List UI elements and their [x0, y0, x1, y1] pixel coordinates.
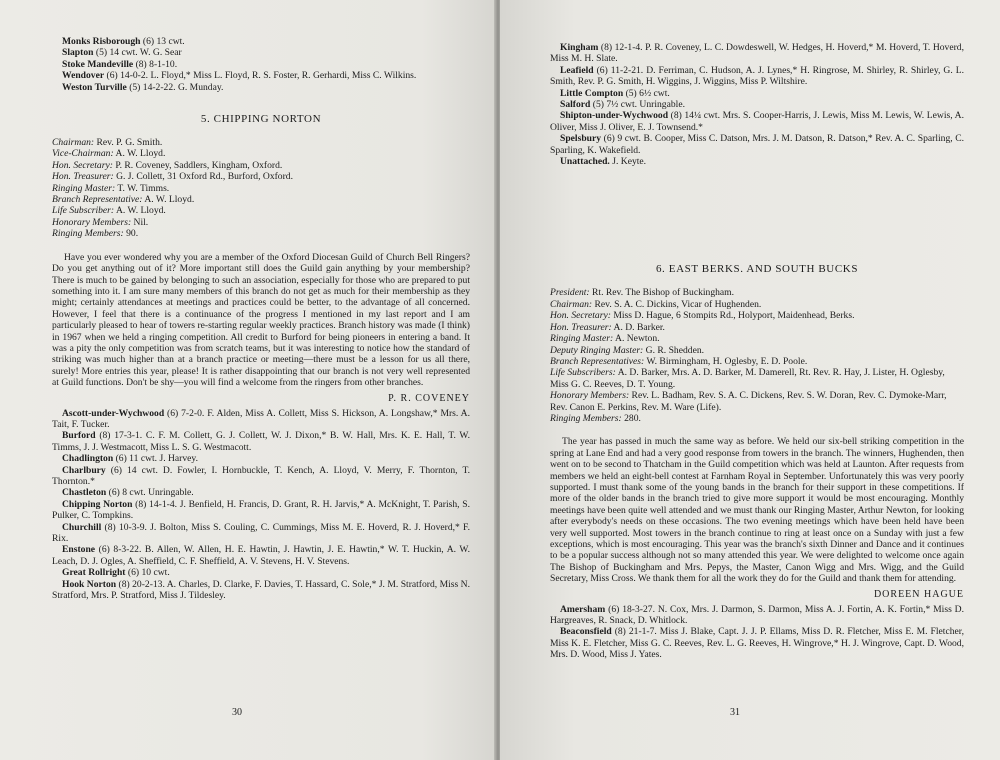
tower-list — [52, 408, 470, 602]
tower-entry: Wendover (6) 14-0-2. L. Floyd,* Miss L. Floyd, R. S. Foster, R. Gerhardi, Miss C. Wilkins. — [62, 70, 417, 82]
officer-line: Hon. Treasurer: A. D. Barker. — [550, 321, 665, 333]
officer-line: Life Subscribers: A. D. Barker, Mrs. A. D. Barker, M. Damerell, Rt. Rev. R. Hay, J. Lister, H. Oglesby, Miss G. C. Reeves, D. T. Young. — [550, 367, 945, 390]
spacer — [550, 167, 964, 243]
officer-line: Branch Representative: A. W. Lloyd. — [52, 194, 195, 206]
tower-entry: Kingham (8) 12-1-4. P. R. Coveney, L. C. Dowdeswell, W. Hedges, H. Hoverd,* M. Hoverd, T. Hoverd, Miss M. H. Slate. — [550, 42, 964, 65]
tower-entry: Charlbury (6) 14 cwt. D. Fowler, I. Hornbuckle, T. Kench, A. Lloyd, V. Merry, F. Thornton, T. Thornton.* — [52, 464, 470, 487]
tower-entry: Burford (8) 17-3-1. C. F. M. Collett, G. J. Collett, W. J. Dixon,* B. W. Hall, Mrs. K. E. Hall, T. W. Timms, J. J. Westmacott, Miss L. S. G. Westmacott. — [52, 430, 471, 453]
officer-line: President: Rt. Rev. The Bishop of Buckingham. — [550, 287, 735, 299]
officer-line: Life Subscriber: A. W. Lloyd. — [52, 205, 166, 217]
officer-line: Chairman: Rev. P. G. Smith. — [52, 137, 163, 149]
branch-report: The year has passed in much the same way as before. We held our six-bell striking competition in the spring at Lane End and had a very good response from towers in the branch. The winners, Hughenden, then went on to be second to Thatcham in the Guild competition which was held at Launton. After requests from members we held an eight-bell contest at Farnham Royal in September. Unfortunately this was very poorly supported. I must thank some of the young bands in the branch for their support in these competitions. If more of the older bands in the branch tried to give more support it would be most encouraging. Monthly meetings have been quite well attended and we must thank our Ringing Master, Arthur Newton, for looking after everybody's needs on these occasions. The two evening meetings which have been held have been very well supported. Most towers in the branch continue to ring at least once on a Sunday with just a few exceptions, which is most encouraging. This year was the branch's sixth Dinner and Dance and it continues to be a popular success although not so many attended this year. We were delighted to welcome once again The Bishop of Buckingham and Mrs. Pepys, the Master, Canon Wigg and Mrs. Wigg, and the Guild Secretary, Miss Cross. We thank them for all the work they do for the Guild and thank them for attending. — [550, 436, 964, 585]
tower-entry: Chadlington (6) 11 cwt. J. Harvey. — [62, 453, 199, 465]
tower-list — [550, 604, 964, 661]
tower-entry: Slapton (5) 14 cwt. W. G. Sear — [62, 47, 182, 59]
tower-entry: Chastleton (6) 8 cwt. Unringable. — [62, 487, 194, 499]
tower-entry: Little Compton (5) 6½ cwt. — [560, 87, 670, 99]
tower-entry: Churchill (8) 10-3-9. J. Bolton, Miss S. Couling, C. Cummings, Miss M. E. Hoverd, R. J. Hoverd,* F. Rix. — [52, 521, 471, 545]
officer-line: Ringing Master: T. W. Timms. — [52, 182, 170, 194]
section-heading: 6. EAST BERKS. AND SOUTH BUCKS — [655, 263, 859, 276]
tower-entry: Salford (5) 7½ cwt. Unringable. — [560, 99, 685, 111]
page-number: 30 — [232, 707, 242, 718]
tower-entry: Monks Risborough (6) 13 cwt. — [62, 36, 185, 47]
tower-entry: Unattached. J. Keyte. — [560, 156, 647, 168]
officer-line: Chairman: Rev. S. A. C. Dickins, Vicar of Hughenden. — [550, 298, 762, 310]
officer-list — [52, 137, 470, 240]
top-tower-list — [52, 36, 470, 93]
tower-entry: Spelsbury (6) 9 cwt. B. Cooper, Miss C. Datson, Mrs. J. M. Datson, R. Datson,* Rev. A. C. Sparling, C. Sparling, K. Wakefield. — [550, 133, 964, 156]
officer-list — [550, 287, 964, 424]
page-number: 31 — [730, 707, 740, 718]
tower-entry: Stoke Mandeville (8) 8-1-10. — [62, 58, 178, 70]
section-heading: 5. CHIPPING NORTON — [200, 113, 322, 126]
officer-line: Ringing Master: A. Newton. — [550, 333, 660, 345]
officer-line: Hon. Treasurer: G. J. Collett, 31 Oxford Rd., Burford, Oxford. — [52, 171, 293, 183]
tower-entry: Beaconsfield (8) 21-1-7. Miss J. Blake, Capt. J. J. P. Ellams, Miss D. R. Fletcher, Miss E. M. Fletcher, Miss K. E. Fletcher, Miss G. C. Reeves, Rev. L. G. Reeves, H. Wingrove,* H. J. Wingrove, Capt. D. Wood, Mrs. D. Wood, Miss J. Yates. — [550, 626, 964, 661]
tower-entry: Shipton-under-Wychwood (8) 14¼ cwt. Mrs. S. Cooper-Harris, J. Lewis, Miss M. Lewis, W. Lewis, A. Oliver, Miss J. Oliver, E. J. Townsend.* — [550, 110, 964, 133]
officer-line: Ringing Members: 90. — [52, 228, 139, 240]
tower-entry: Chipping Norton (8) 14-1-4. J. Benfield, H. Francis, D. Grant, R. H. Jarvis,* A. McKnight, T. Parish, S. Pulker, C. Tompkins. — [52, 498, 470, 522]
officer-line: Vice-Chairman: A. W. Lloyd. — [52, 148, 166, 160]
officer-line: Ringing Members: 280. — [550, 412, 641, 424]
tower-entry: Ascott-under-Wychwood (6) 7-2-0. F. Alden, Miss A. Collett, Miss S. Hickson, A. Longshaw,* Mrs. A. Tait, F. Tucker. — [52, 407, 470, 430]
officer-line: Honorary Members: Rev. L. Badham, Rev. S. A. C. Dickens, Rev. S. W. Doran, Rev. C. Dymoke-Marr, Rev. Canon E. Perkins, Rev. M. Ware (Life). — [550, 390, 947, 413]
officer-line: Honorary Members: Nil. — [52, 216, 149, 228]
tower-entry: Weston Turville (5) 14-2-22. G. Munday. — [62, 81, 224, 93]
branch-report: Have you ever wondered why you are a member of the Oxford Diocesan Guild of Church Bell Ringers? Do you get anything out of it? More important still does the Guild gain anything by your membership? There is much to be gained by belonging to such an association, especially for those who are prepared to put something into it. I am sure many members of this branch do not get as much for their membership as they might; certainly attendances at meetings and practices could be better, to the advantage of all concerned. However, I feel that there is a continuance of the progress I mentioned in my last report and I am particularly pleased to hear of towers re-starting regular weekly practices. Branch history was made (I think) in 1967 when we held a ringing competition. All credit to Burford for being pioneers in entering a band. It was a pity the only competition was from scratch teams, but it was interesting to notice how the standard of striking was much higher than at a branch practice or meeting—there must be a lesson for us all there, surely! More entries this year, please! It is rather disappointing that our branch is not very well represented at Guild functions. Don't be shy—you will find a welcome from the ringers from other branches. — [52, 251, 470, 389]
tower-entry: Leafield (6) 11-2-21. D. Ferriman, C. Hudson, A. J. Lynes,* H. Ringrose, M. Shirley, R. Shirley, G. L. Smith, Rev. P. G. Smith, H. Wiggins, J. Wiggins, Miss P. Wiltshire. — [550, 64, 964, 88]
right-page — [500, 0, 1000, 760]
report-signature: DOREEN HAGUE — [873, 588, 964, 600]
officer-line: Hon. Secretary: P. R. Coveney, Saddlers, Kingham, Oxford. — [52, 159, 283, 171]
officer-line: Branch Representatives: W. Birmingham, H. Oglesby, E. D. Poole. — [550, 355, 808, 367]
officer-line: Hon. Secretary: Miss D. Hague, 6 Stompits Rd., Holyport, Maidenhead, Berks. — [550, 310, 855, 322]
officer-line: Deputy Ringing Master: G. R. Shedden. — [550, 344, 705, 356]
tower-entry: Enstone (6) 8-3-22. B. Allen, W. Allen, H. E. Hawtin, J. Hawtin, J. E. Hawtin,* W. T. Huckin, A. W. Leach, D. J. Ogles, A. Sheffield, C. F. Sheffield, A. V. Stevens, H. V. Stevens. — [52, 544, 470, 567]
tower-entry: Hook Norton (8) 20-2-13. A. Charles, D. Clarke, F. Davies, T. Hassard, C. Sole,* J. M. Stratford, Miss N. Stratford, Mrs. P. Stratford, Miss J. Tildesley. — [52, 578, 470, 602]
top-tower-list — [550, 42, 964, 167]
left-page — [0, 0, 496, 760]
tower-entry: Amersham (6) 18-3-27. N. Cox, Mrs. J. Darmon, S. Darmon, Miss A. J. Fortin, A. K. Fortin,* Miss D. Hargreaves, R. Snack, D. Whitlock. — [550, 603, 964, 627]
report-signature: P. R. COVENEY — [388, 392, 470, 404]
tower-entry: Great Rollright (6) 10 cwt. — [62, 567, 170, 579]
